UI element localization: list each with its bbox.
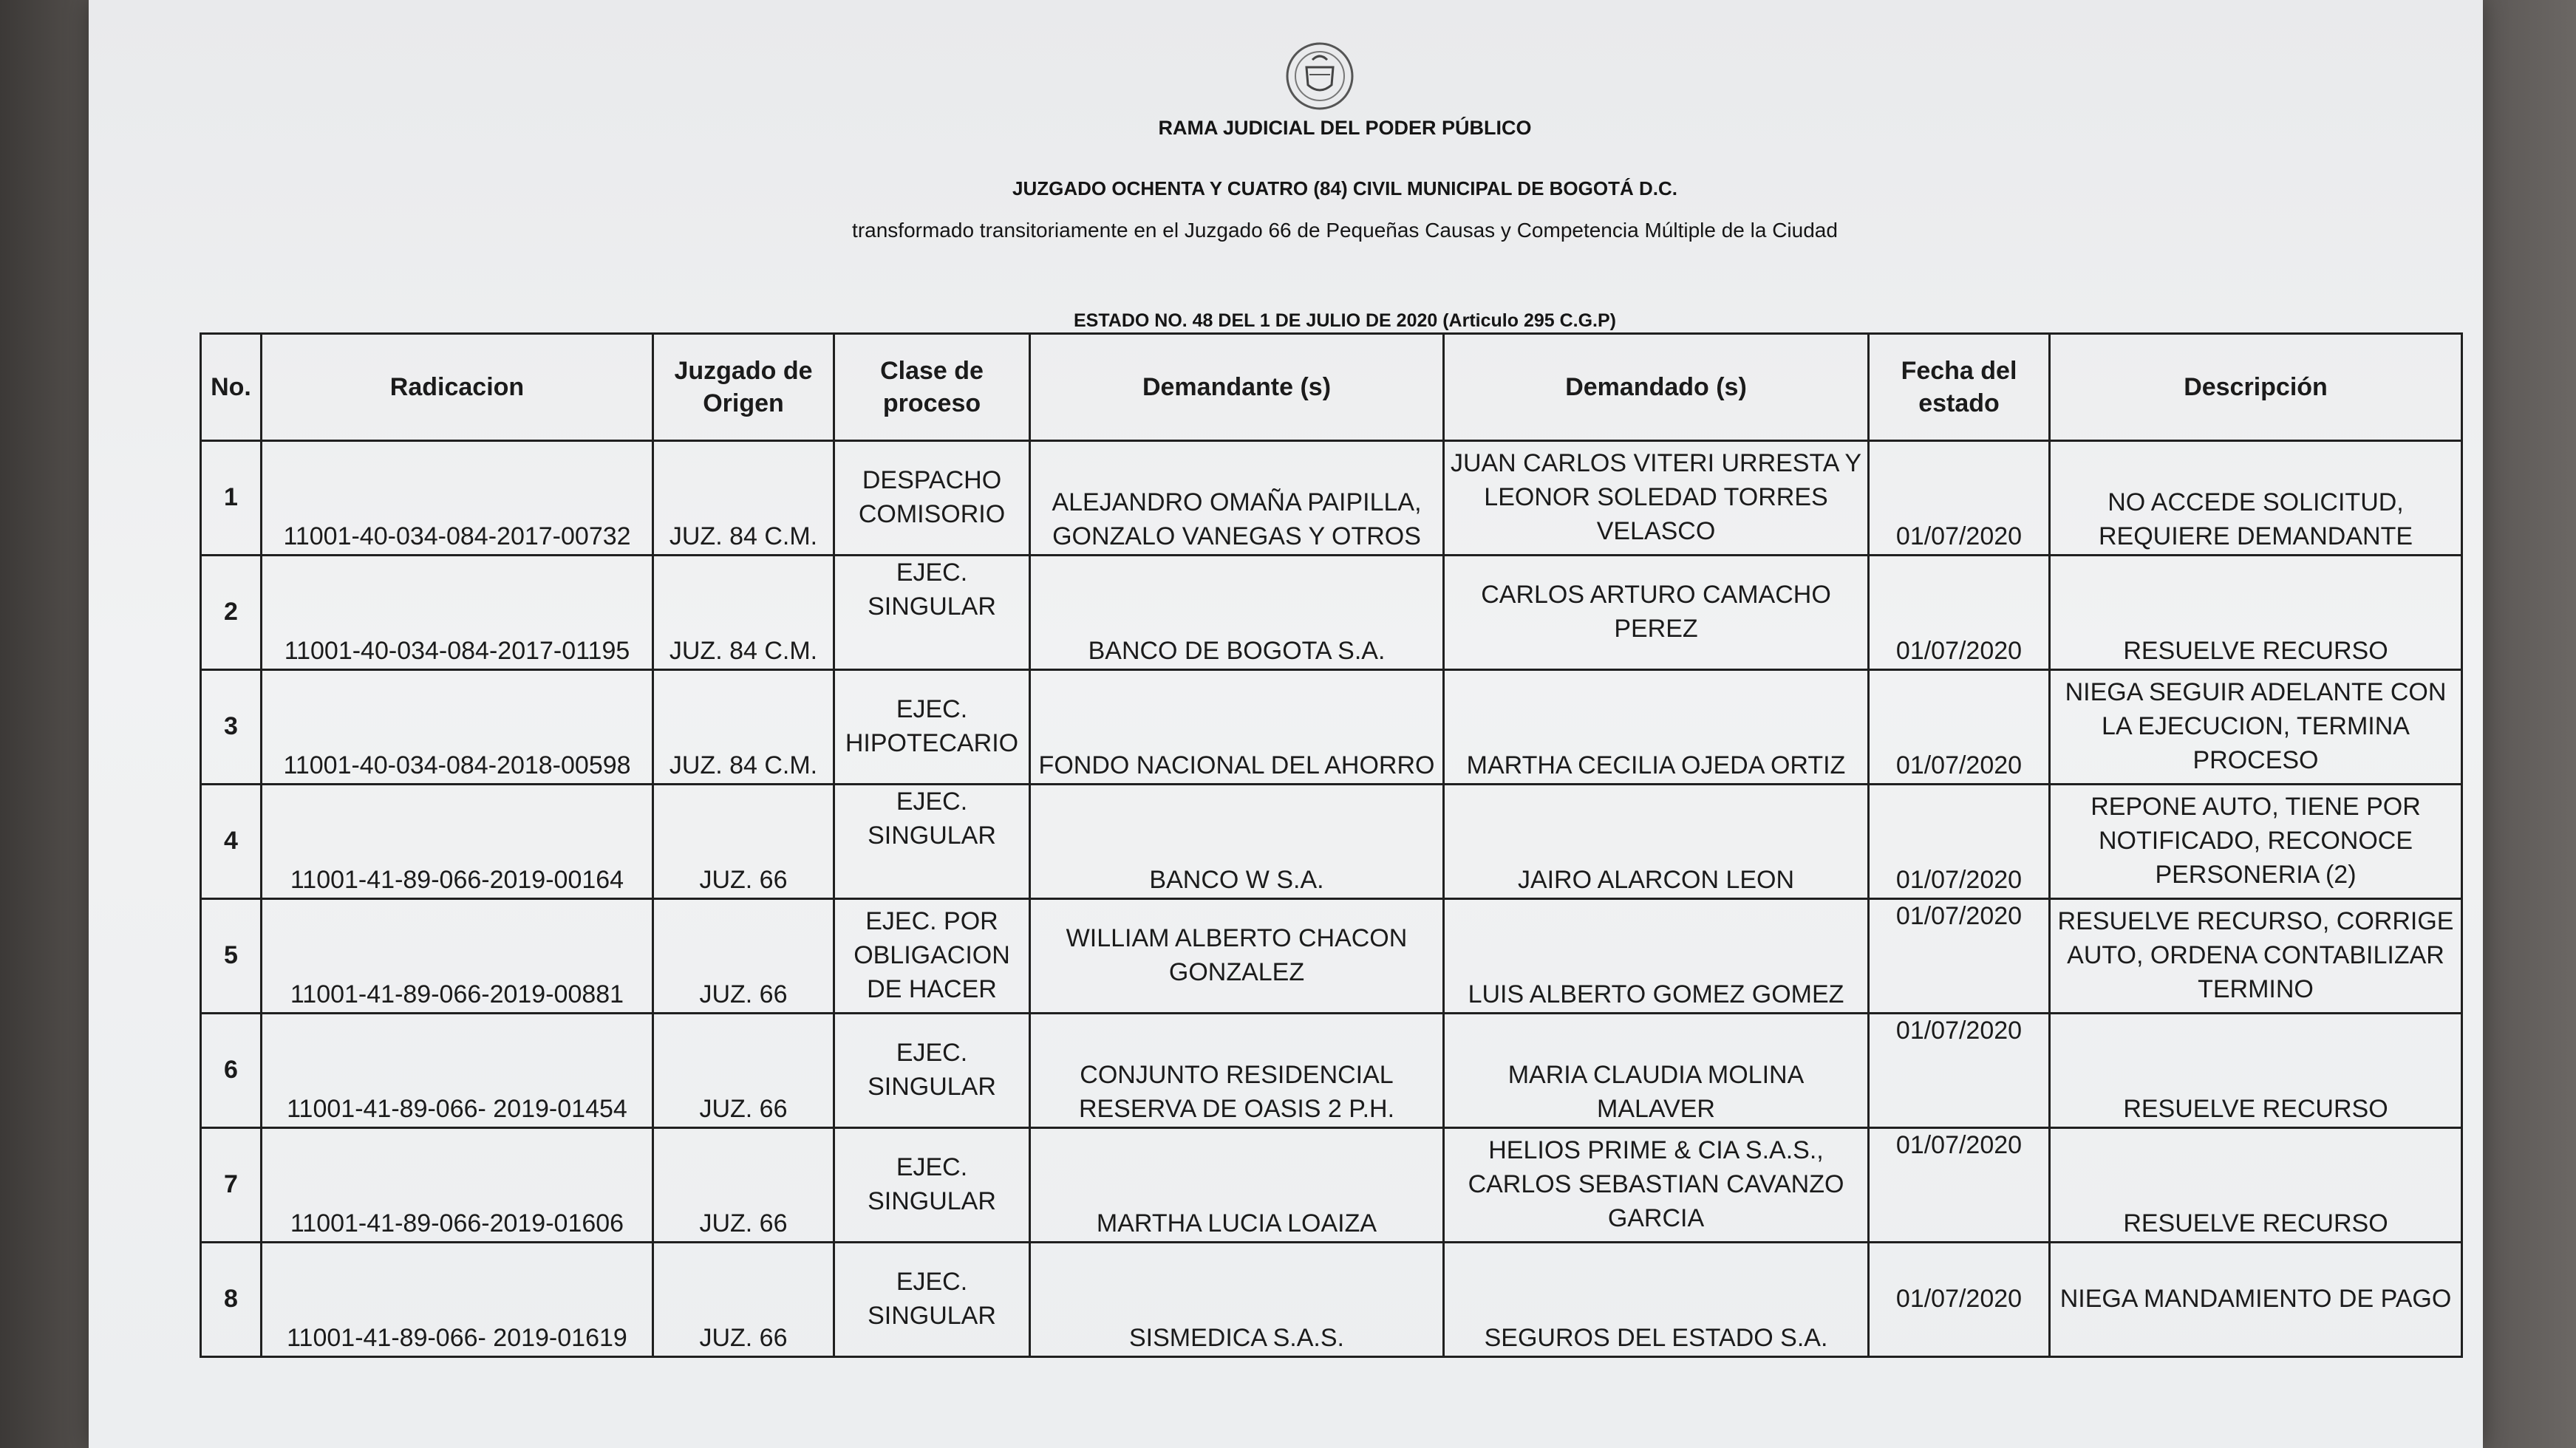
- cell-demandado: JUAN CARLOS VITERI URRESTA Y LEONOR SOLEDAD TORRES VELASCO: [1444, 441, 1869, 556]
- estado-title: ESTADO NO. 48 DEL 1 DE JULIO DE 2020 (Articulo 295 C.G.P): [1074, 310, 1616, 331]
- cell-no: 3: [201, 670, 262, 785]
- cell-no: 6: [201, 1014, 262, 1128]
- cell-fecha: 01/07/2020: [1869, 1243, 2050, 1357]
- cell-clase: EJEC. SINGULAR: [834, 785, 1030, 899]
- cell-radicacion: 11001-41-89-066-2019-00881: [262, 899, 653, 1014]
- cell-juzgado: JUZ. 84 C.M.: [653, 441, 834, 556]
- cell-fecha: 01/07/2020: [1869, 1128, 2050, 1243]
- cell-radicacion: 11001-40-034-084-2017-01195: [262, 556, 653, 670]
- court-title: JUZGADO OCHENTA Y CUATRO (84) CIVIL MUNICIPAL DE BOGOTÁ D.C.: [1012, 177, 1677, 199]
- cell-demandante: FONDO NACIONAL DEL AHORRO: [1030, 670, 1444, 785]
- cell-juzgado: JUZ. 66: [653, 1128, 834, 1243]
- cell-fecha: 01/07/2020: [1869, 441, 2050, 556]
- cell-demandante: MARTHA LUCIA LOAIZA: [1030, 1128, 1444, 1243]
- cell-fecha: 01/07/2020: [1869, 899, 2050, 1014]
- cell-juzgado: JUZ. 84 C.M.: [653, 670, 834, 785]
- background-right: [2473, 0, 2576, 1448]
- cell-clase: EJEC. SINGULAR: [834, 1243, 1030, 1357]
- cell-juzgado: JUZ. 66: [653, 899, 834, 1014]
- cell-clase: EJEC. POR OBLIGACION DE HACER: [834, 899, 1030, 1014]
- institution-title: RAMA JUDICIAL DEL PODER PÚBLICO: [1158, 117, 1532, 139]
- cell-clase: EJEC. SINGULAR: [834, 556, 1030, 670]
- cell-radicacion: 11001-41-89-066-2019-00164: [262, 785, 653, 899]
- cell-descripcion: RESUELVE RECURSO: [2050, 1014, 2462, 1128]
- cell-demandado: LUIS ALBERTO GOMEZ GOMEZ: [1444, 899, 1869, 1014]
- cell-clase: EJEC. SINGULAR: [834, 1128, 1030, 1243]
- cell-descripcion: RESUELVE RECURSO, CORRIGE AUTO, ORDENA CONTABILIZAR TERMINO: [2050, 899, 2462, 1014]
- table-row: [201, 670, 2462, 785]
- cell-fecha: 01/07/2020: [1869, 670, 2050, 785]
- col-header-descripcion: Descripción: [2050, 334, 2462, 441]
- cell-no: 2: [201, 556, 262, 670]
- background-left: [0, 0, 96, 1448]
- col-header-clase: Clase de proceso: [834, 334, 1030, 441]
- cell-radicacion: 11001-41-89-066-2019-01606: [262, 1128, 653, 1243]
- cell-radicacion: 11001-40-034-084-2017-00732: [262, 441, 653, 556]
- cell-no: 4: [201, 785, 262, 899]
- cell-radicacion: 11001-41-89-066- 2019-01619: [262, 1243, 653, 1357]
- cell-clase: DESPACHO COMISORIO: [834, 441, 1030, 556]
- cell-descripcion: REPONE AUTO, TIENE POR NOTIFICADO, RECONOCE PERSONERIA (2): [2050, 785, 2462, 899]
- estado-table: [200, 332, 2463, 1358]
- cell-descripcion: RESUELVE RECURSO: [2050, 1128, 2462, 1243]
- cell-no: 7: [201, 1128, 262, 1243]
- table-row: [201, 1243, 2462, 1357]
- cell-demandante: SISMEDICA S.A.S.: [1030, 1243, 1444, 1357]
- cell-demandado: JAIRO ALARCON LEON: [1444, 785, 1869, 899]
- cell-descripcion: NIEGA MANDAMIENTO DE PAGO: [2050, 1243, 2462, 1357]
- cell-no: 8: [201, 1243, 262, 1357]
- cell-demandado: CARLOS ARTURO CAMACHO PEREZ: [1444, 556, 1869, 670]
- cell-juzgado: JUZ. 84 C.M.: [653, 556, 834, 670]
- table-row: [201, 785, 2462, 899]
- cell-demandante: BANCO W S.A.: [1030, 785, 1444, 899]
- cell-juzgado: JUZ. 66: [653, 1243, 834, 1357]
- cell-juzgado: JUZ. 66: [653, 785, 834, 899]
- table-header-row: [201, 334, 2462, 441]
- cell-descripcion: NIEGA SEGUIR ADELANTE CON LA EJECUCION, TERMINA PROCESO: [2050, 670, 2462, 785]
- cell-demandante: WILLIAM ALBERTO CHACON GONZALEZ: [1030, 899, 1444, 1014]
- cell-radicacion: 11001-40-034-084-2018-00598: [262, 670, 653, 785]
- cell-demandante: CONJUNTO RESIDENCIAL RESERVA DE OASIS 2 P.H.: [1030, 1014, 1444, 1128]
- cell-clase: EJEC. HIPOTECARIO: [834, 670, 1030, 785]
- col-header-juzgado: Juzgado de Origen: [653, 334, 834, 441]
- cell-no: 5: [201, 899, 262, 1014]
- cell-demandante: ALEJANDRO OMAÑA PAIPILLA, GONZALO VANEGAS Y OTROS: [1030, 441, 1444, 556]
- court-subtitle: transformado transitoriamente en el Juzgado 66 de Pequeñas Causas y Competencia Múltiple de la Ciudad: [852, 219, 1838, 242]
- col-header-radicacion: Radicacion: [262, 334, 653, 441]
- cell-fecha: 01/07/2020: [1869, 1014, 2050, 1128]
- cell-demandado: HELIOS PRIME & CIA S.A.S., CARLOS SEBASTIAN CAVANZO GARCIA: [1444, 1128, 1869, 1243]
- table-row: [201, 556, 2462, 670]
- col-header-demandado: Demandado (s): [1444, 334, 1869, 441]
- coat-of-arms-seal-icon: [1284, 41, 1355, 112]
- table-row: [201, 899, 2462, 1014]
- cell-descripcion: NO ACCEDE SOLICITUD, REQUIERE DEMANDANTE: [2050, 441, 2462, 556]
- cell-fecha: 01/07/2020: [1869, 785, 2050, 899]
- cell-fecha: 01/07/2020: [1869, 556, 2050, 670]
- cell-radicacion: 11001-41-89-066- 2019-01454: [262, 1014, 653, 1128]
- table-row: [201, 1128, 2462, 1243]
- col-header-no: No.: [201, 334, 262, 441]
- cell-demandado: MARIA CLAUDIA MOLINA MALAVER: [1444, 1014, 1869, 1128]
- cell-demandante: BANCO DE BOGOTA S.A.: [1030, 556, 1444, 670]
- table-row: [201, 1014, 2462, 1128]
- document-page: [89, 0, 2483, 1448]
- cell-juzgado: JUZ. 66: [653, 1014, 834, 1128]
- cell-descripcion: RESUELVE RECURSO: [2050, 556, 2462, 670]
- col-header-demandante: Demandante (s): [1030, 334, 1444, 441]
- cell-demandado: SEGUROS DEL ESTADO S.A.: [1444, 1243, 1869, 1357]
- cell-no: 1: [201, 441, 262, 556]
- cell-clase: EJEC. SINGULAR: [834, 1014, 1030, 1128]
- cell-demandado: MARTHA CECILIA OJEDA ORTIZ: [1444, 670, 1869, 785]
- col-header-fecha: Fecha del estado: [1869, 334, 2050, 441]
- table-row: [201, 441, 2462, 556]
